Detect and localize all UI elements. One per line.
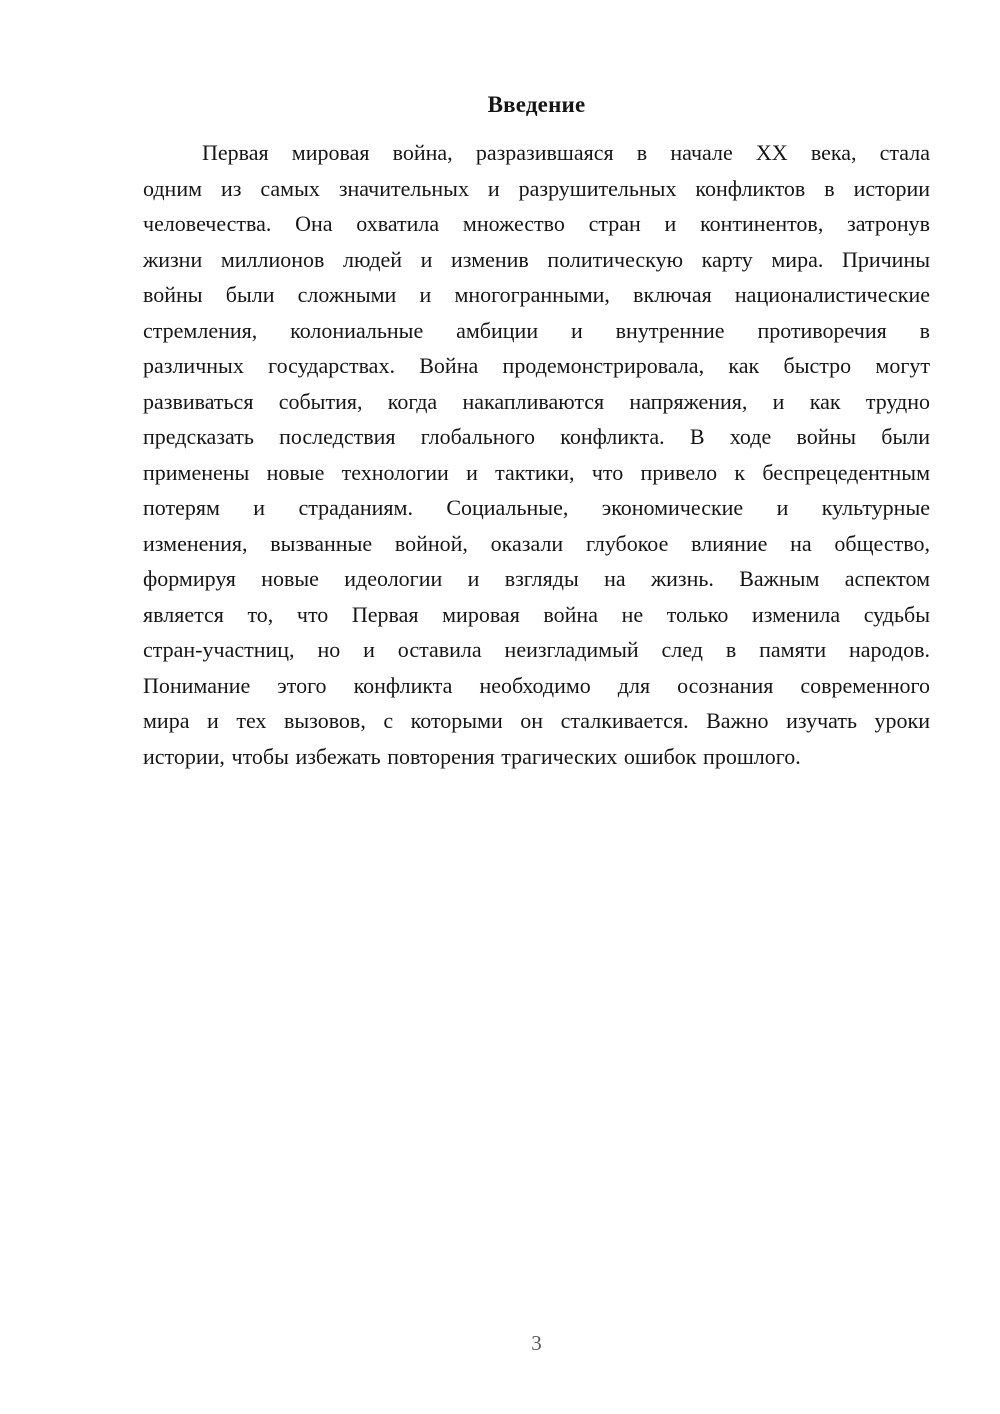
paragraph-line: применены новые технологии и тактики, что привело к беспрецедентным: [143, 459, 930, 485]
paragraph-line: различных государствах. Война продемонстрировала, как быстро могут: [143, 353, 930, 378]
paragraph-line: изменения, вызванные войной, оказали глубокое влияние на общество,: [143, 530, 930, 556]
paragraph-line: мира и тех вызовов, с которыми он сталкивается. Важно изучать уроки: [143, 708, 930, 733]
paragraph-line: Понимание этого конфликта необходимо для осознания современного: [143, 672, 930, 698]
paragraph-line: потерям и страданиям. Социальные, экономические и культурные: [143, 495, 930, 520]
paragraph-line: стремления, колониальные амбиции и внутренние противоречия в: [143, 317, 930, 343]
paragraph: [143, 135, 930, 774]
paragraph-line: предсказать последствия глобального конфликта. В ходе войны были: [143, 424, 930, 449]
text-column: [143, 87, 930, 774]
paragraph-line: истории, чтобы избежать повторения трагических ошибок прошлого.: [143, 743, 801, 769]
paragraph-line: стран-участниц, но и оставила неизгладимый след в памяти народов.: [143, 637, 930, 662]
paragraph-line: одним из самых значительных и разрушительных конфликтов в истории: [143, 175, 930, 201]
paragraph-line: формируя новые идеологии и взгляды на жизнь. Важным аспектом: [143, 566, 930, 591]
page-number: 3: [531, 1331, 542, 1355]
paragraph-line: развиваться события, когда накапливаются напряжения, и как трудно: [143, 388, 930, 414]
paragraph-line: является то, что Первая мировая война не только изменила судьбы: [143, 601, 930, 627]
paragraph-line: Первая мировая война, разразившаяся в начале XX века, стала: [202, 140, 930, 165]
paragraph-line: человечества. Она охватила множество стран и континентов, затронув: [143, 211, 930, 236]
paragraph-line: войны были сложными и многогранными, включая националистические: [143, 282, 930, 307]
paragraph-line: жизни миллионов людей и изменив политическую карту мира. Причины: [143, 246, 930, 272]
page-title: Введение: [487, 92, 586, 117]
